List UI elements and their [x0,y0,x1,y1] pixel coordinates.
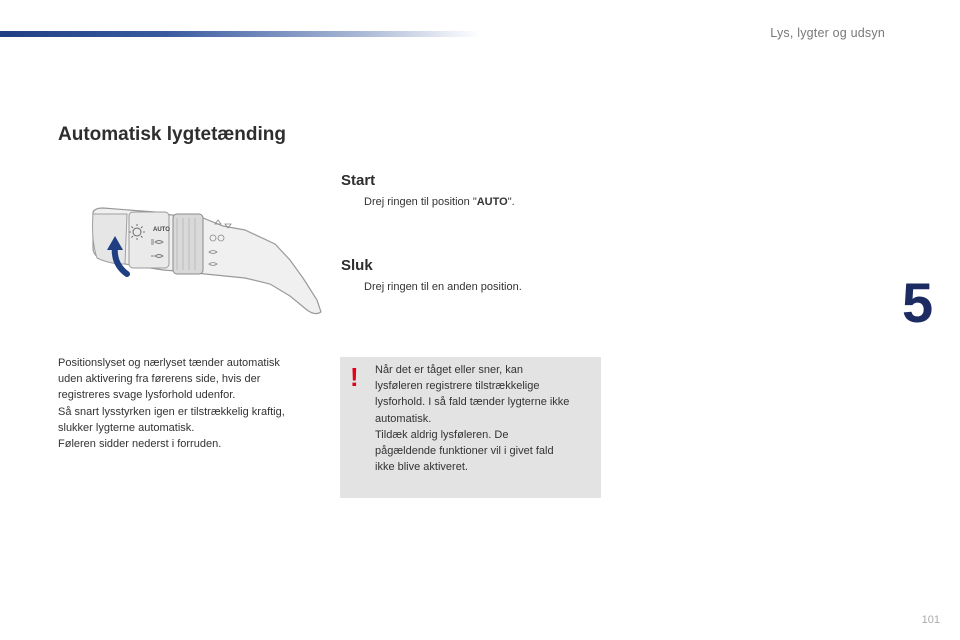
description-paragraph: Positionslyset og nærlyset tænder automatisk uden aktivering fra førerens side, hvis der registreres svage lysforhold udenfor. Så snart lysstyrken igen er tilstrækkelig kraftig, slukker lygterne automatisk. Føleren sidder nederst i forruden. [58,357,285,451]
warning-text: Når det er tåget eller sner, kan lysføleren registrere tilstrækkelige lysforhold. I så fald tænder lygterne ikke automatisk. Tildæk aldrig lysføleren. De pågældende funktioner vil i givet fald ikke blive aktiveret. [375,364,570,474]
auto-highlight: AUTO [476,196,508,208]
section-title: Automatisk lygtetænding [58,124,287,145]
chapter-title: Lys, lygter og udsyn [770,26,885,40]
auto-label: AUTO [153,227,170,233]
page-number: 101 [921,614,940,626]
start-heading: Start [341,172,376,189]
start-instruction: Drej ringen til position "AUTO". [364,196,515,208]
warning-box [340,357,601,498]
sluk-heading: Sluk [341,257,373,274]
chapter-number: 5 [902,271,934,334]
light-switch-stalk-illustration [85,200,325,320]
warning-icon: ! [350,362,359,392]
sluk-instruction: Drej ringen til en anden position. [364,281,522,293]
header-accent-bar [0,31,480,37]
